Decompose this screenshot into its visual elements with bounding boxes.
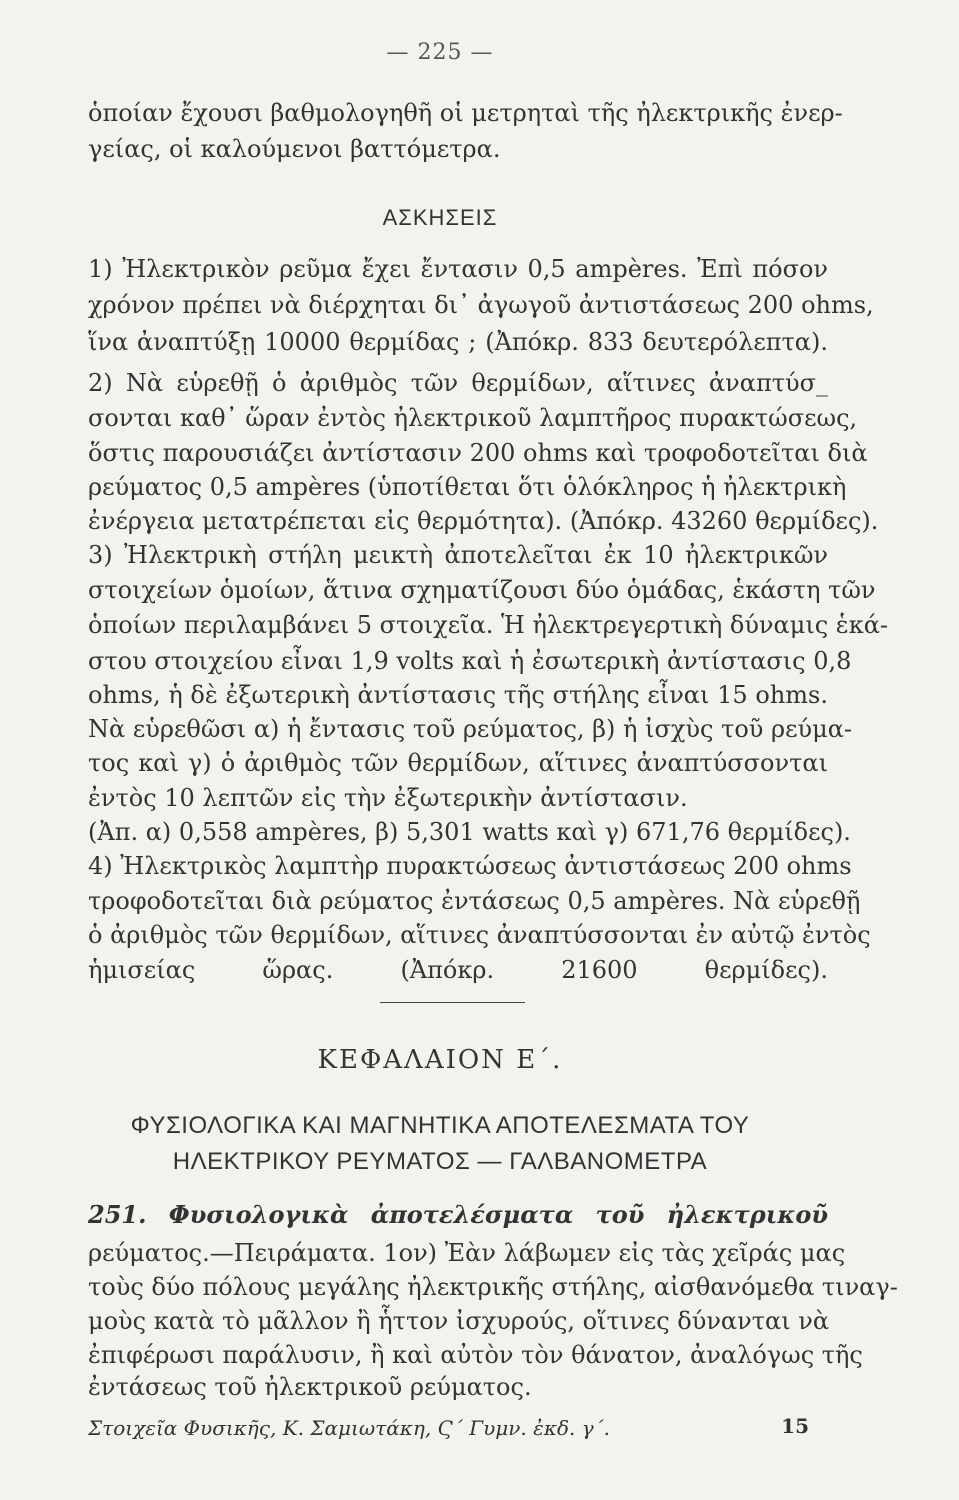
exercise-line: ρεύματος 0,5 ampères (ὑποτίθεται ὅτι ὁλόκληρος ἡ ἠλεκτρικὴ [88, 473, 847, 501]
section-line: ἐντάσεως τοῦ ἠλεκτρικοῦ ρεύματος. [88, 1373, 532, 1401]
section-title: 251. Φυσιολογικὰ ἀποτελέσματα τοῦ ἠλεκτρικοῦ [88, 1200, 828, 1229]
exercises-heading: ΑΣΚΗΣΕΙΣ [382, 205, 498, 230]
exercise-line: ἐνέργεια μετατρέπεται εἰς θερμότητα). (Ἀπόκρ. 43260 θερμίδες). [88, 507, 879, 535]
exercise-line: 3) Ἠλεκτρικὴ στήλη μεικτὴ ἀποτελεῖται ἐκ 10 ἠλεκτρικῶν [88, 541, 828, 569]
exercise-line: στου στοιχείου εἶναι 1,9 volts καὶ ἡ ἐσωτερικὴ ἀντίστασις 0,8 [88, 647, 852, 675]
footer-citation: Στοιχεῖα Φυσικῆς, Κ. Σαμιωτάκη, Ϛ΄ Γυμν. ἐκδ. γ΄. [88, 1416, 611, 1440]
exercise-line: ἵνα ἀναπτύξῃ 10000 θερμίδας ; (Ἀπόκρ. 833 δευτερόλεπτα). [88, 328, 828, 356]
exercise-line: ὁποίων περιλαμβάνει 5 στοιχεῖα. Ἡ ἠλεκτρεγερτικὴ δύναμις ἑκά- [88, 611, 889, 639]
intro-line-2: γείας, οἱ καλούμενοι βαττόμετρα. [88, 135, 501, 163]
chapter-subtitle-line-1: ΦΥΣΙΟΛΟΓΙΚΑ ΚΑΙ ΜΑΓΝΗΤΙΚΑ ΑΠΟΤΕΛΕΣΜΑΤΑ ΤΟΥ [130, 1112, 750, 1139]
exercise-line: 4) Ἠλεκτρικὸς λαμπτὴρ πυρακτώσεως ἀντιστάσεως 200 ohms [88, 852, 852, 880]
exercise-line: ohms, ἡ δὲ ἐξωτερικὴ ἀντίστασις τῆς στήλης εἶναι 15 ohms. [88, 681, 828, 709]
exercise-line: σονται καθ᾽ ὥραν ἐντὸς ἠλεκτρικοῦ λαμπτῆρος πυρακτώσεως, [88, 404, 858, 432]
exercise-line: στοιχείων ὁμοίων, ἅτινα σχηματίζουσι δύο ὁμάδας, ἑκάστη τῶν [88, 576, 876, 604]
exercise-line: ἡμισείας ὥρας. (Ἀπόκρ. 21600 θερμίδες). [88, 956, 828, 984]
exercise-line: ὅστις παρουσιάζει ἀντίστασιν 200 ohms καὶ τροφοδοτεῖται διὰ [88, 439, 868, 467]
section-line: τοὺς δύο πόλους μεγάλης ἠλεκτρικῆς στήλης, αἰσθανόμεθα τιναγ- [88, 1273, 898, 1301]
chapter-subtitle-line-2: ΗΛΕΚΤΡΙΚΟΥ ΡΕΥΜΑΤΟΣ — ΓΑΛΒΑΝΟΜΕΤΡΑ [172, 1148, 708, 1175]
exercise-line: 2) Νὰ εὑρεθῇ ὁ ἀριθμὸς τῶν θερμίδων, αἵτινες ἀναπτύσ_ [88, 369, 828, 397]
exercise-line: τος καὶ γ) ὁ ἀριθμὸς τῶν θερμίδων, αἵτινες ἀναπτύσσονται [88, 749, 828, 777]
exercise-line: ἐντὸς 10 λεπτῶν εἰς τὴν ἐξωτερικὴν ἀντίστασιν. [88, 784, 688, 812]
exercise-line: Νὰ εὑρεθῶσι α) ἡ ἔντασις τοῦ ρεύματος, β) ἡ ἰσχὺς τοῦ ρεύμα- [88, 715, 853, 743]
exercise-line: (Ἀπ. α) 0,558 ampères, β) 5,301 watts καὶ γ) 671,76 θερμίδες). [88, 818, 851, 846]
exercise-line: 1) Ἠλεκτρικὸν ρεῦμα ἔχει ἔντασιν 0,5 ampères. Ἐπὶ πόσον [88, 255, 828, 283]
footer-signature-number: 15 [781, 1414, 809, 1438]
section-line: ρεύματος.—Πειράματα. 1ον) Ἐὰν λάβωμεν εἰς τὰς χεῖράς μας [88, 1239, 846, 1267]
section-line: μοὺς κατὰ τὸ μᾶλλον ἢ ἧττον ἰσχυρούς, οἵτινες δύνανται νὰ [88, 1307, 830, 1335]
chapter-heading: ΚΕΦΑΛΑΙΟΝ Ε΄. [317, 1045, 563, 1075]
intro-line-1: ὁποίαν ἔχουσι βαθμολογηθῆ οἱ μετρηταὶ τῆς ἠλεκτρικῆς ἐνερ- [88, 99, 843, 127]
exercise-line: τροφοδοτεῖται διὰ ρεύματος ἐντάσεως 0,5 ampères. Νὰ εὑρεθῇ [88, 887, 861, 915]
page-number: — 225 — [386, 40, 494, 65]
exercise-line: ὁ ἀριθμὸς τῶν θερμίδων, αἵτινες ἀναπτύσσονται ἐν αὐτῷ ἐντὸς [88, 921, 871, 949]
section-divider [380, 1002, 525, 1003]
exercise-line: χρόνον πρέπει νὰ διέρχηται δι᾽ ἀγωγοῦ ἀντιστάσεως 200 ohms, [88, 291, 874, 319]
section-line: ἐπιφέρωσι παράλυσιν, ἢ καὶ αὐτὸν τὸν θάνατον, ἀναλόγως τῆς [88, 1341, 863, 1369]
